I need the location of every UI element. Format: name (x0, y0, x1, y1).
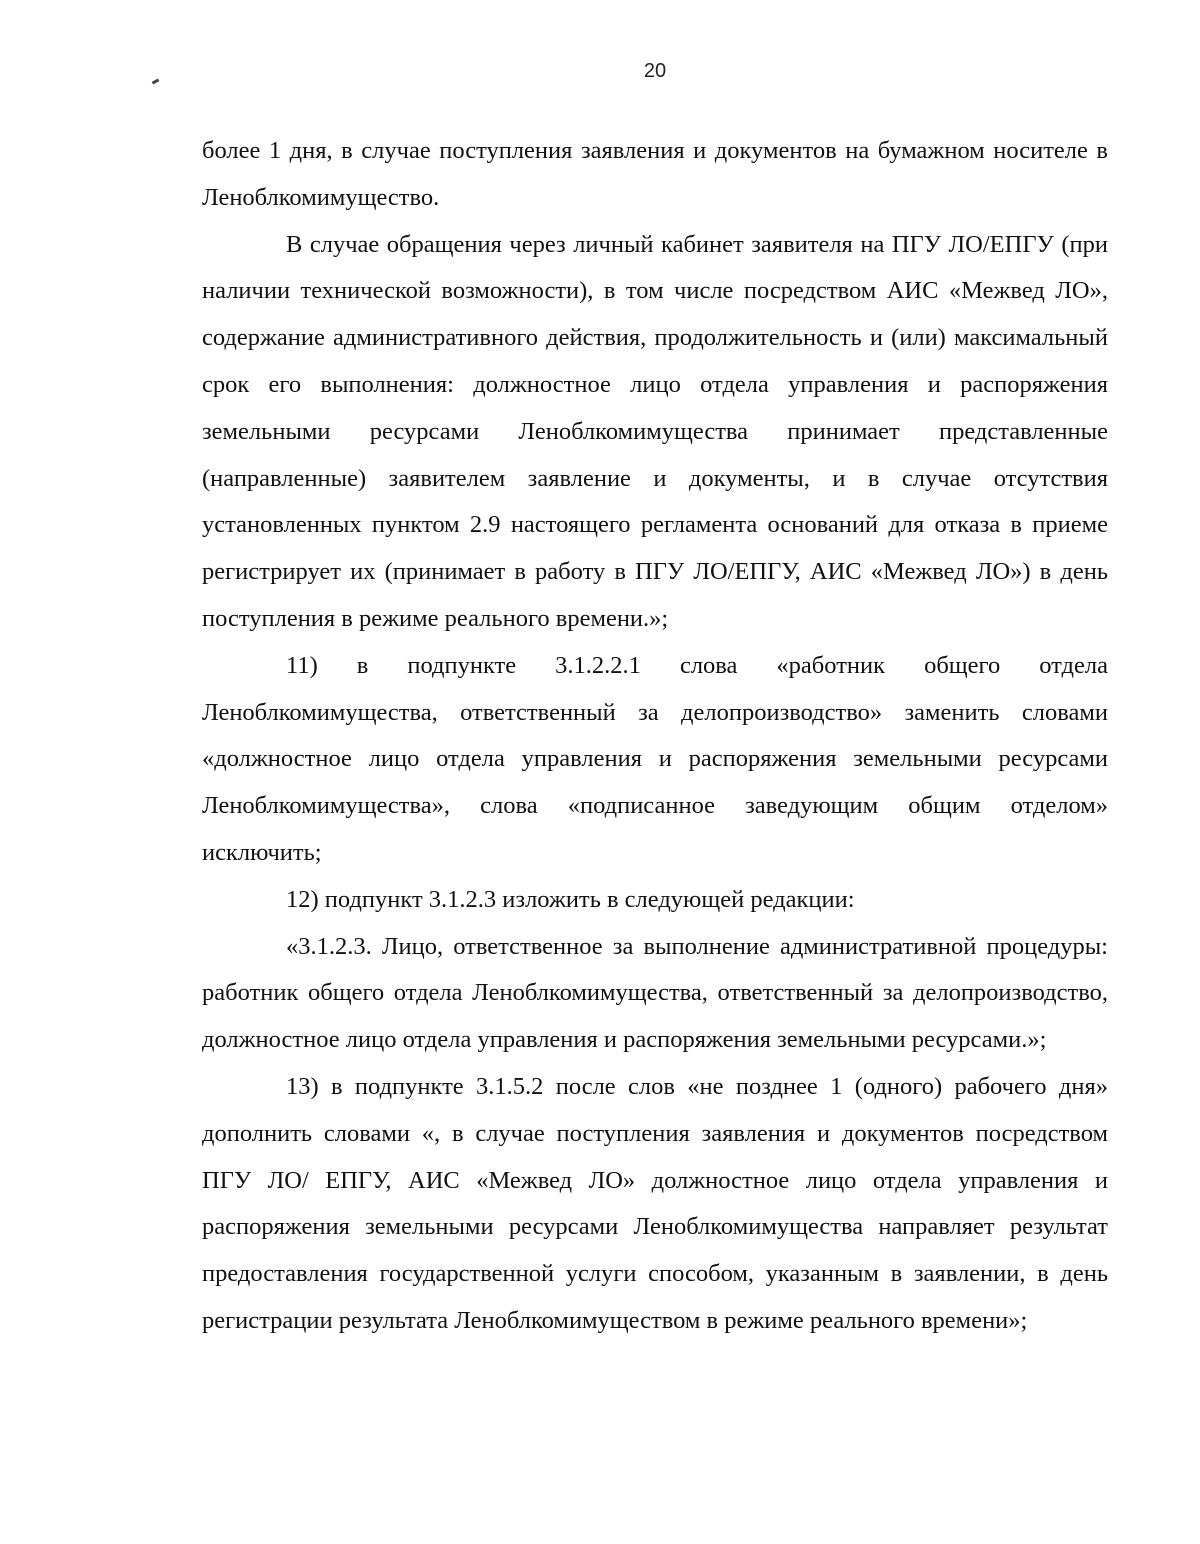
paragraph-personal-cabinet: В случае обращения через личный кабинет заявителя на ПГУ ЛО/ЕПГУ (при наличии технической возможности), в том числе посредством АИС «Межвед ЛО», содержание административного действия, продолжительность и (или) максимальный срок его выполнения: должностное лицо отдела управления и распоряжения земельными ресурсами Леноблкомимущества принимает представленные (направленные) заявителем заявление и документы, и в случае отсутствия установленных пунктом 2.9 настоящего регламента оснований для отказа в приеме регистрирует их (принимает в работу в ПГУ ЛО/ЕПГУ, АИС «Межвед ЛО») в день поступления в режиме реального времени.»; (202, 230, 1108, 632)
paragraph-item-13: 13) в подпункте 3.1.5.2 после слов «не позднее 1 (одного) рабочего дня» дополнить словами «, в случае поступления заявления и документов посредством ПГУ ЛО/ ЕПГУ, АИС «Межвед ЛО» должностное лицо отдела управления и распоряжения земельными ресурсами Леноблкомимущества направляет результат предоставления государственной услуги способом, указанным в заявлении, в день регистрации результата Леноблкомимуществом в режиме реального времени»; (202, 1072, 1108, 1334)
paragraph-item-12: 12) подпункт 3.1.2.3 изложить в следующей редакции: (286, 885, 855, 913)
paragraph-quote-3-1-2-3: «3.1.2.3. Лицо, ответственное за выполнение административной процедуры: работник общего отдела Леноблкомимущества, ответственный за делопроизводство, должностное лицо отдела управления и распоряжения земельными ресурсами.»; (202, 932, 1108, 1054)
paragraph-continuation: более 1 дня, в случае поступления заявления и документов на бумажном носителе в Леноблкомимущество. (202, 137, 1108, 211)
paragraph-item-11: 11) в подпункте 3.1.2.2.1 слова «работник общего отдела Леноблкомимущества, ответственный за делопроизводство» заменить словами «должностное лицо отдела управления и распоряжения земельными ресурсами Леноблкомимущества», слова «подписанное заведующим общим отделом» исключить; (202, 651, 1108, 866)
document-body (202, 128, 1108, 1345)
page-number: 20 (643, 60, 667, 82)
